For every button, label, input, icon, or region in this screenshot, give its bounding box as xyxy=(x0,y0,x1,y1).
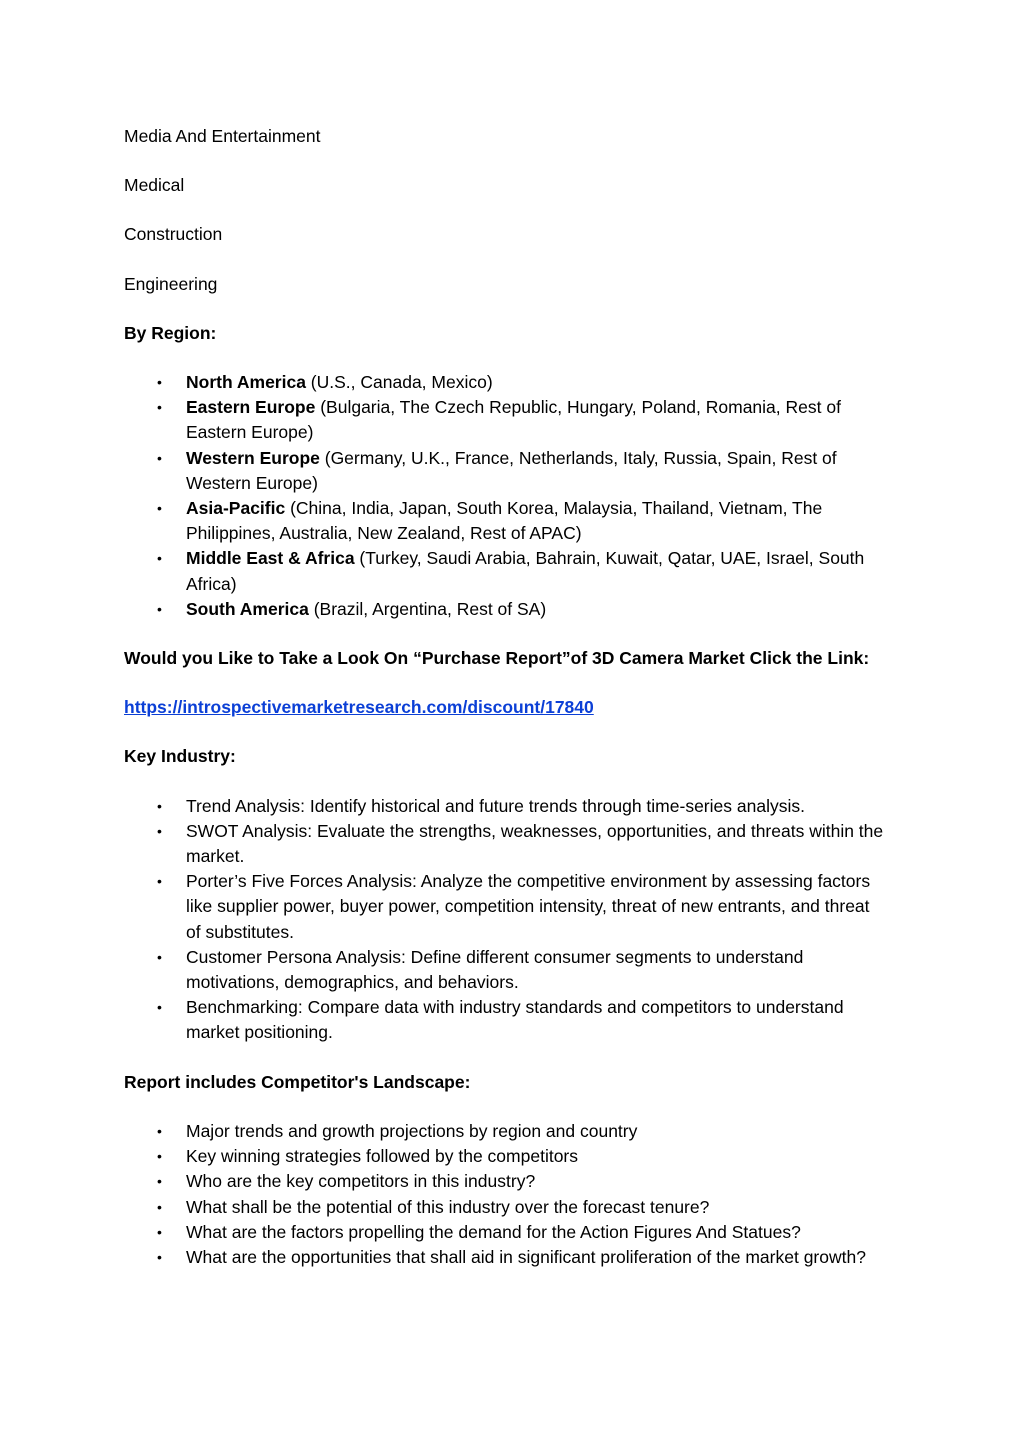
list-item xyxy=(124,945,884,995)
bullet-icon: • xyxy=(157,1122,162,1139)
bullet-icon: • xyxy=(157,948,162,965)
document-page xyxy=(124,124,884,1294)
list-item-text: Who are the key competitors in this industry? xyxy=(186,1171,536,1192)
region-detail: (China, India, Japan, South Korea, Malaysia, Thailand, Vietnam, The Philippines, Australia, New Zealand, Rest of APAC) xyxy=(186,498,823,544)
list-item-text: Porter’s Five Forces Analysis: Analyze the competitive environment by assessing factors like supplier power, buyer power, competition intensity, threat of new entrants, and threat of substitutes. xyxy=(186,871,871,942)
bullet-icon: • xyxy=(157,1223,162,1240)
list-item xyxy=(124,597,884,622)
list-item-text: Benchmarking: Compare data with industry standards and competitors to understand market positioning. xyxy=(186,997,844,1043)
region-name: South America xyxy=(186,598,309,619)
region-name: Asia-Pacific xyxy=(186,498,286,519)
bullet-icon: • xyxy=(157,1173,162,1190)
list-item xyxy=(124,395,884,445)
region-name: Eastern Europe xyxy=(186,397,316,418)
region-detail: (Turkey, Saudi Arabia, Bahrain, Kuwait, Qatar, UAE, Israel, South Africa) xyxy=(186,548,865,594)
list-item xyxy=(124,1119,884,1144)
region-detail: (Brazil, Argentina, Rest of SA) xyxy=(308,598,547,619)
list-item-text: What are the opportunities that shall aid in significant proliferation of the market growth? xyxy=(186,1246,866,1267)
list-item xyxy=(124,819,884,869)
list-item xyxy=(124,1195,884,1220)
competitors-list xyxy=(124,1119,884,1270)
industry-item: Engineering xyxy=(124,273,218,294)
list-item xyxy=(124,1169,884,1194)
list-item xyxy=(124,370,884,395)
list-item xyxy=(124,1144,884,1169)
list-item xyxy=(124,1220,884,1245)
list-item-text: Key winning strategies followed by the competitors xyxy=(186,1146,579,1167)
region-detail: (U.S., Canada, Mexico) xyxy=(305,372,493,393)
purchase-prompt: Would you Like to Take a Look On “Purchase Report”of 3D Camera Market Click the Link: xyxy=(124,648,870,669)
list-item xyxy=(124,446,884,496)
bullet-icon: • xyxy=(157,797,162,814)
list-item-text: Major trends and growth projections by region and country xyxy=(186,1120,638,1141)
list-item xyxy=(124,794,884,819)
list-item xyxy=(124,1245,884,1270)
discount-link[interactable]: https://introspectivemarketresearch.com/discount/17840 xyxy=(124,697,594,718)
industry-item: Media And Entertainment xyxy=(124,126,321,146)
bullet-icon: • xyxy=(157,449,162,466)
list-item-text: Customer Persona Analysis: Define different consumer segments to understand motivations, demographics, and behaviors. xyxy=(186,946,804,993)
list-item xyxy=(124,869,884,945)
region-name: Western Europe xyxy=(186,447,320,468)
bullet-icon: • xyxy=(157,374,162,391)
region-name: North America xyxy=(186,372,306,393)
list-item xyxy=(124,496,884,546)
bullet-icon: • xyxy=(157,399,162,416)
list-item-text: Trend Analysis: Identify historical and future trends through time-series analysis. xyxy=(186,795,805,816)
region-list xyxy=(124,370,884,622)
by-region-heading: By Region: xyxy=(124,322,217,343)
bullet-icon: • xyxy=(157,550,162,567)
bullet-icon: • xyxy=(157,1248,162,1265)
bullet-icon: • xyxy=(157,822,162,839)
key-industry-list xyxy=(124,794,884,1046)
region-detail: (Bulgaria, The Czech Republic, Hungary, Poland, Romania, Rest of Eastern Europe) xyxy=(186,397,841,443)
competitors-heading: Report includes Competitor's Landscape: xyxy=(124,1071,471,1092)
industry-item: Construction xyxy=(124,224,223,245)
bullet-icon: • xyxy=(157,1198,162,1215)
bullet-icon: • xyxy=(157,500,162,517)
region-detail: (Germany, U.K., France, Netherlands, Italy, Russia, Spain, Rest of Western Europe) xyxy=(186,447,837,493)
bullet-icon: • xyxy=(157,600,162,617)
bullet-icon: • xyxy=(157,999,162,1016)
key-industry-heading: Key Industry: xyxy=(124,746,236,767)
list-item-text: What shall be the potential of this industry over the forecast tenure? xyxy=(186,1196,710,1217)
industry-item: Medical xyxy=(124,175,185,196)
list-item xyxy=(124,995,884,1045)
list-item-text: What are the factors propelling the demand for the Action Figures And Statues? xyxy=(186,1221,801,1242)
bullet-icon: • xyxy=(157,1148,162,1165)
list-item-text: SWOT Analysis: Evaluate the strengths, weaknesses, opportunities, and threats within the market. xyxy=(186,820,884,867)
bullet-icon: • xyxy=(157,873,162,890)
region-name: Middle East & Africa xyxy=(186,548,355,569)
list-item xyxy=(124,546,884,596)
